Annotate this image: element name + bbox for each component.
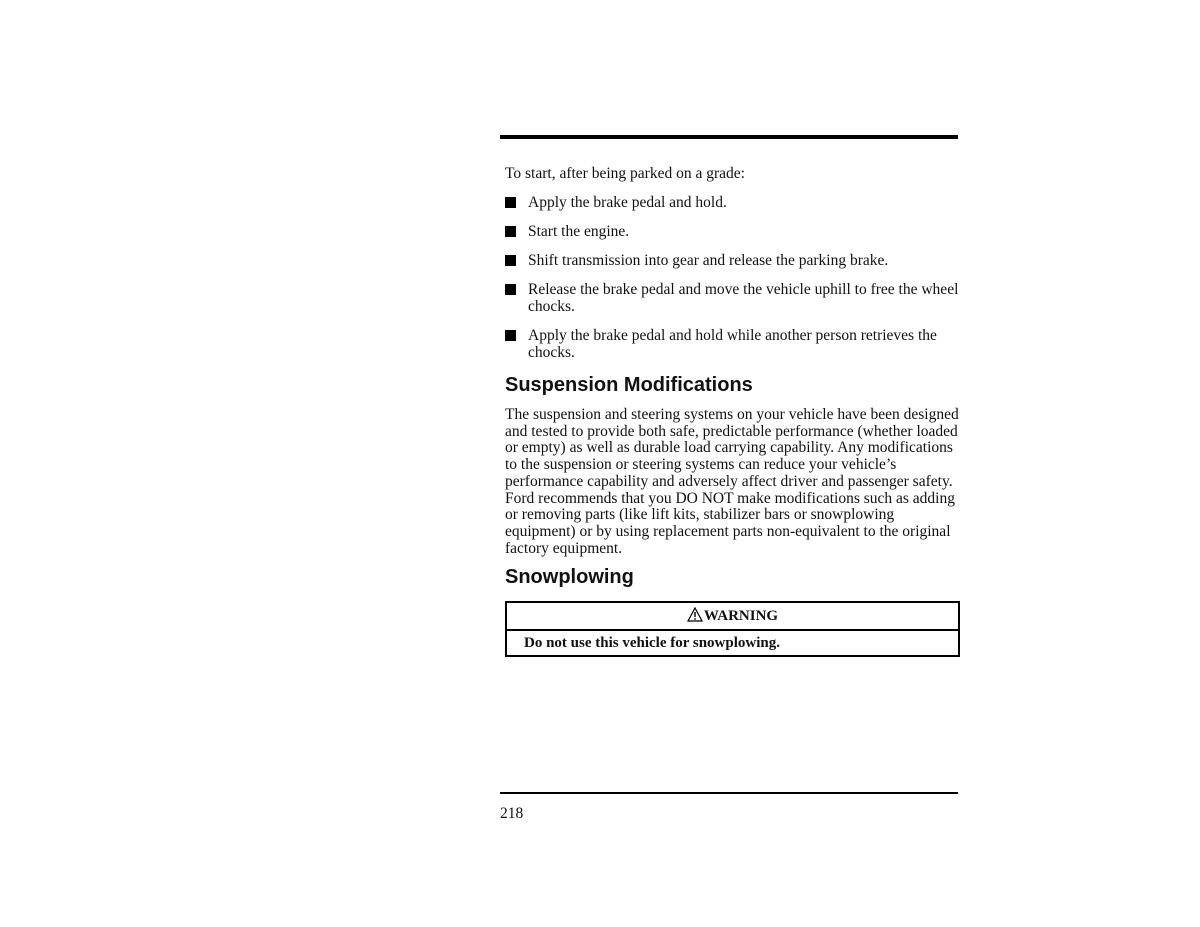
list-item xyxy=(505,327,960,361)
warning-label: WARNING xyxy=(703,608,779,625)
suspension-heading: Suspension Modifications xyxy=(505,374,753,396)
warning-text: Do not use this vehicle for snowplowing. xyxy=(524,635,780,652)
list-item xyxy=(505,281,960,315)
warning-header xyxy=(507,603,958,631)
intro-text: To start, after being parked on a grade: xyxy=(505,165,745,182)
square-bullet-icon xyxy=(505,284,516,295)
page-content xyxy=(505,165,960,657)
step-text: Apply the brake pedal and hold. xyxy=(528,194,727,211)
steps-list xyxy=(505,194,960,361)
square-bullet-icon xyxy=(505,255,516,266)
square-bullet-icon xyxy=(505,197,516,208)
bottom-rule xyxy=(500,792,958,794)
step-text: Release the brake pedal and move the vehicle uphill to free the wheel chocks. xyxy=(528,281,959,315)
suspension-body: The suspension and steering systems on your vehicle have been designed and tested to provide both safe, predictable performance (whether loaded or empty) as well as durable load carrying capability. Any modifications to the suspension or steering systems can reduce your vehicle’s performance capability and adversely affect driver and passenger safety. Ford recommends that you DO NOT make modifications such as adding or removing parts (like lift kits, stabilizer bars or snowplowing equipment) or by using replacement parts non-equivalent to the original factory equipment. xyxy=(505,406,959,557)
step-text: Apply the brake pedal and hold while another person retrieves the chocks. xyxy=(528,327,937,361)
list-item xyxy=(505,194,960,211)
list-item xyxy=(505,223,960,240)
square-bullet-icon xyxy=(505,330,516,341)
top-rule xyxy=(500,135,958,139)
snowplowing-heading: Snowplowing xyxy=(505,566,634,589)
square-bullet-icon xyxy=(505,226,516,237)
page-number: 218 xyxy=(500,805,524,822)
list-item xyxy=(505,252,960,269)
warning-triangle-icon xyxy=(687,605,703,631)
warning-box xyxy=(505,601,960,657)
step-text: Start the engine. xyxy=(528,223,630,240)
step-text: Shift transmission into gear and release the parking brake. xyxy=(528,252,889,269)
